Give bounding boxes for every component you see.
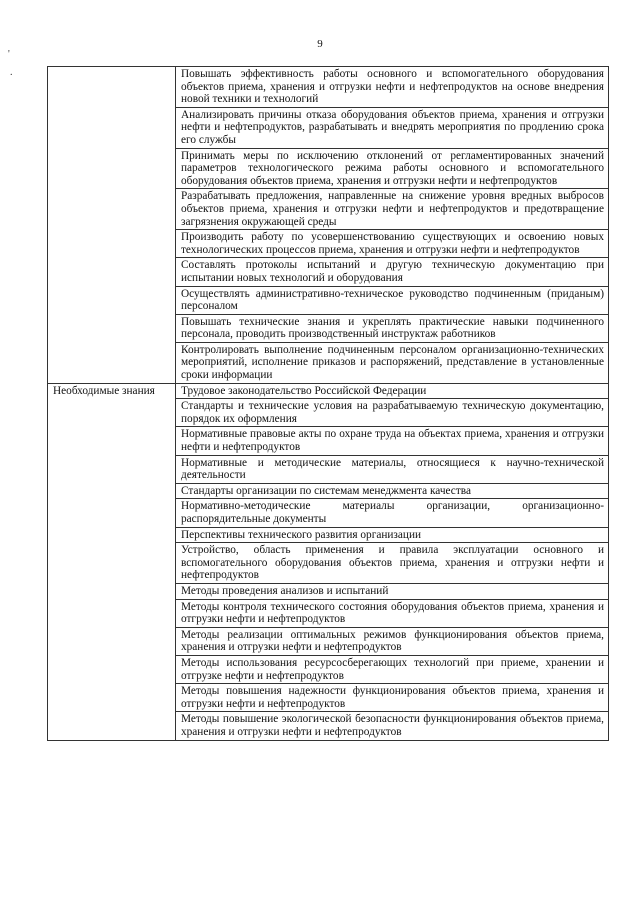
table-row [48,67,609,108]
table-cell: Принимать меры по исключению отклонений от регламентированных значений параметров технологического режима работы основного и вспомогательного оборудования объектов приема, хранения и отгрузки нефти и нефтепродуктов [176,148,609,189]
table-cell: Нормативные и методические материалы, относящиеся к научно-технической деятельности [176,455,609,483]
table-cell: Составлять протоколы испытаний и другую техническую документацию при испытании новых технологий и оборудования [176,258,609,286]
scan-mark: ' [8,49,10,60]
duties-knowledge-table [47,66,609,741]
table-cell: Анализировать причины отказа оборудования объектов приема, хранения и отгрузки нефти и нефтепродуктов, разрабатывать и внедрять мероприятия по продлению срока его службы [176,107,609,148]
table-cell: Производить работу по усовершенствованию существующих и освоению новых технологических процессов приема, хранения и отгрузки нефти и нефтепродуктов [176,230,609,258]
knowledge-label: Необходимые знания [48,383,176,740]
table-cell: Перспективы технического развития организации [176,527,609,543]
table-cell: Устройство, область применения и правила эксплуатации основного и вспомогательного оборудования объектов приема, хранения и отгрузки нефти и нефтепродуктов [176,543,609,584]
table-cell: Методы повышения надежности функционирования объектов приема, хранения и отгрузки нефти и нефтепродуктов [176,684,609,712]
table-cell: Повышать технические знания и укреплять практические навыки подчиненного персонала, проводить производственный инструктаж работников [176,314,609,342]
table-cell: Методы контроля технического состояния оборудования объектов приема, хранения и отгрузки нефти и нефтепродуктов [176,599,609,627]
table-cell: Нормативно-методические материалы организации, организационно-распорядительные документы [176,499,609,527]
table-cell: Трудовое законодательство Российской Федерации [176,383,609,399]
table-cell: Методы использования ресурсосберегающих технологий при приеме, хранении и отгрузке нефти и нефтепродуктов [176,655,609,683]
page-number: 9 [317,38,323,50]
empty-label-cell [48,67,176,384]
table-row [48,383,609,399]
table-cell: Стандарты и технические условия на разрабатываемую техническую документацию, порядок их оформления [176,399,609,427]
table-cell: Осуществлять административно-техническое руководство подчиненным (приданым) персоналом [176,286,609,314]
table-cell: Разрабатывать предложения, направленные на снижение уровня вредных выбросов объектов приема, хранения и отгрузки нефти и нефтепродуктов и предотвращение загрязнения окружающей среды [176,189,609,230]
table-cell: Стандарты организации по системам менеджмента качества [176,483,609,499]
table-cell: Повышать эффективность работы основного и вспомогательного оборудования объектов приема, хранения и отгрузки нефти и нефтепродуктов на основе внедрения новой техники и технологий [176,67,609,108]
table-cell: Контролировать выполнение подчиненным персоналом организационно-технических мероприятий, исполнение приказов и распоряжений, представление в установленные сроки информации [176,342,609,383]
table-cell: Методы реализации оптимальных режимов функционирования объектов приема, хранения и отгрузки нефти и нефтепродуктов [176,627,609,655]
table-cell: Методы проведения анализов и испытаний [176,583,609,599]
table-cell: Методы повышение экологической безопасности функционирования объектов приема, хранения и отгрузки нефти и нефтепродуктов [176,712,609,740]
scan-mark: . [10,67,13,78]
table-cell: Нормативные правовые акты по охране труда на объектах приема, хранения и отгрузки нефти и нефтепродуктов [176,427,609,455]
